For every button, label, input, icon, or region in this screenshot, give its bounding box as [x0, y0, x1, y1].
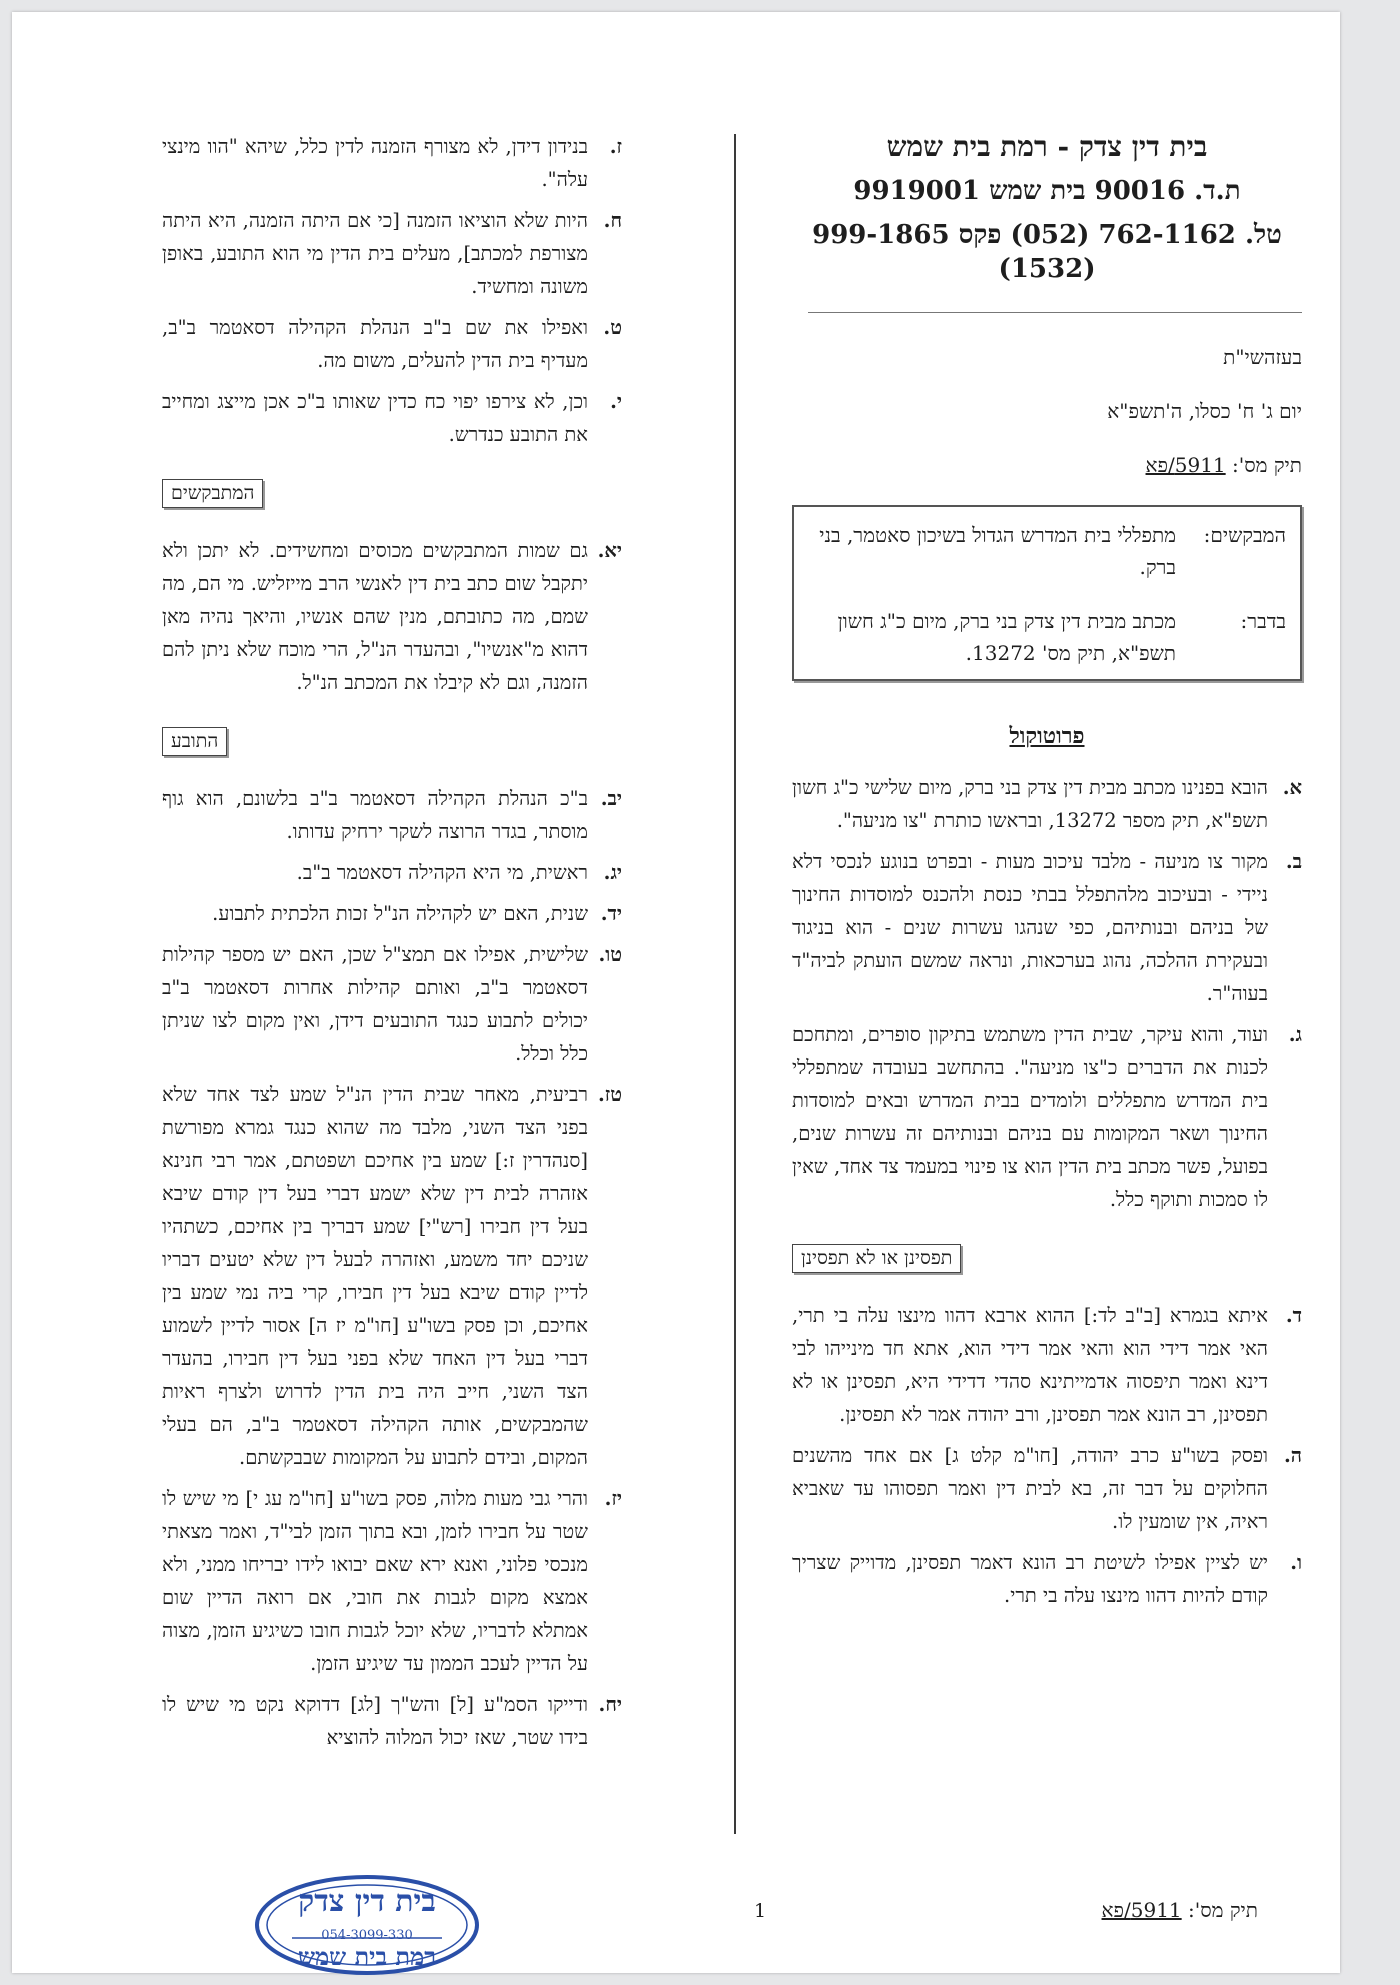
paragraph-number: ז.	[609, 135, 622, 158]
paragraph-number: ט.	[603, 316, 622, 339]
paragraph-text: והרי גבי מעות מלוה, פסק בשו"ע [חו"מ עג י] מי שיש לו שטר על חבירו לזמן, ובא בתוך הזמן לבי"ד, ואמר מצאתי מנכסי פלוני, ואנא ירא שאם יבואו לידו יבריחו ממני, ולא אמצא מקום לגבות את חובי, אם רואה הדיין שום אמתלא לדבריו, שלא יוכל לגבות חובו כשיגיע הזמן, מצוה על הדיין לעכב הממון עד שיגיע הזמן.	[162, 1487, 588, 1675]
paragraph	[162, 311, 622, 377]
document-page	[12, 12, 1340, 1973]
stamp-phone: 054-3099-330	[321, 1928, 413, 1943]
paragraph-text: ודייקו הסמ"ע [ל] והש"ך [לג] דדוקא נקט מי שיש לו בידו שטר, שאז יכול המלוה להוציא	[162, 1693, 588, 1749]
plaintiff-paragraphs	[162, 782, 622, 1754]
paragraph-number: ח.	[603, 209, 622, 232]
regarding-text: מכתב מבית דין צדק בני ברק, מיום כ"ג חשון תשפ"א, תיק מס' 13272.	[837, 609, 1176, 665]
paragraph-text: הובא בפנינו מכתב מבית דין צדק בני ברק, מיום שלישי כ"ג חשון תשפ"א, תיק מספר 13272, ובראשו כותרת "צו מניעה".	[792, 776, 1268, 832]
footer-file-reference	[1102, 1898, 1258, 1923]
paragraph-text: ב"כ הנהלת הקהילה דסאטמר ב"ב בלשונם, הוא גוף מוסתר, בגדר הרוצה לשקר ירחיק עדותו.	[162, 787, 588, 843]
paragraph	[792, 1439, 1302, 1538]
paragraph	[162, 782, 622, 848]
paragraph	[162, 1078, 622, 1474]
regarding-row	[806, 605, 1286, 669]
section-plaintiff	[162, 727, 622, 756]
paragraph-text: בנידון דידן, לא מצורף הזמנה לדין כלל, שיהא "הוו מינצי עלה".	[162, 135, 588, 191]
paragraph	[792, 1018, 1302, 1216]
paragraph	[162, 130, 622, 196]
paragraph-number: טז.	[597, 1083, 622, 1106]
paragraph-number: ה.	[1283, 1444, 1302, 1467]
file-reference	[792, 451, 1302, 479]
paragraph	[792, 771, 1302, 837]
right-column	[792, 130, 1302, 1620]
file-label: תיק מס':	[1232, 453, 1302, 477]
subject-box	[792, 505, 1302, 681]
section-tafsinan	[792, 1244, 1302, 1273]
requesters-paragraphs	[162, 534, 622, 699]
column-divider	[734, 134, 736, 1834]
paragraph-text: היות שלא הוציאו הזמנה [כי אם היתה הזמנה, היא היתה מצורפת למכתב], מעלים בית הדין מי הוא התובע, באופן משונה ומחשיד.	[162, 209, 588, 298]
paragraph-text: וכן, לא צירפו יפוי כח כדין שאותו ב"כ אכן מייצג ומחייב את התובע כנדרש.	[162, 390, 588, 446]
claims-paragraphs	[162, 130, 622, 451]
paragraph-text: שנית, האם יש לקהילה הנ"ל זכות הלכתית לתבוע.	[212, 902, 588, 925]
paragraph-number: יד.	[600, 902, 622, 925]
paragraph-text: רביעית, מאחר שבית הדין הנ"ל שמע לצד אחד שלא בפני הצד השני, מלבד מה שהוא כנגד גמרא מפורשת [סנהדרין ז:] שמע בין אחיכם ושפטתם, אמר רבי חנינא אזהרה לבית דין שלא ישמע דברי בעל דין קודם שיבא בעל דין חבירו [רש"י] שמע דבריך בין אחיכם, כשתהיו שניכם יחד משמע, ואזהרה לבעל דין שלא יטעים דבריו לדיין קודם שיבא בעל דין חבירו, קרי ביה נמי שמע בין אחיכם, וכן פסק בשו"ע [חו"מ יז ה] אסור לדיין לשמוע דברי בעל דין האחד שלא בפני בעל דין חבירו, בהעדר הצד השני, חייב היה בית הדין לדרוש ולצרף ראיות שהמבקשים, אותה הקהילה דסאטמר ב"ב, הם בעלי המקום, ובידם לתבוע על המקומות שבבקשתם.	[162, 1083, 588, 1469]
paragraph-number: יג.	[603, 861, 622, 884]
footer-file-number: 5911/פא	[1101, 1898, 1182, 1922]
court-name: בית דין צדק - רמת בית שמש	[886, 130, 1208, 163]
paragraph	[162, 204, 622, 303]
paragraph-number: טו.	[598, 943, 622, 966]
requesters-label: המבקשים:	[1203, 523, 1286, 547]
paragraph-number: ג.	[1288, 1023, 1302, 1046]
paragraph-text: שלישית, אפילו אם תמצ"ל שכן, האם יש מספר קהילות דסאטמר ב"ב, ואותם קהילות אחרות דסאטמר ב"ב יכולים לתבוע כנגד התובעים דידן, ואין מקום לצו שניתן כלל וכלל.	[162, 943, 588, 1065]
paragraph-text: ועוד, והוא עיקר, שבית הדין משתמש בתיקון סופרים, ומתחכם לכנות את הדברים כ"צו מניעה". בהתחשב בעובדה שמתפללי בית המדרש מתפללים ולומדים בבית המדרש ובאים למוסדות החינוך ושאר המקומות עם בניהם ובנותיהם זה עשרות שנים, בפועל, פשר מכתב בית הדין הוא צו פינוי במעמד צד אחד, שאין לו סמכות ותוקף כלל.	[792, 1023, 1268, 1211]
paragraph-number: ד.	[1285, 1304, 1302, 1327]
paragraph-number: א.	[1282, 776, 1302, 799]
section-plaintiff-label: התובע	[162, 727, 227, 756]
paragraph-text: מקור צו מניעה - מלבד עיכוב מעות - ובפרט בנוגע לנכסי דלא ניידי - ובעיכוב מלהתפלל בבתי כנסת ולהכנס למוסדות החינוך של בניהם ובנותיהם, כפי שנהגו עשרות שנים - הוא בניגוד ובעקירת ההלכה, נהוג בערכאות, ונראה שמשם הועתק לביה"ד בעוה"ר.	[792, 850, 1268, 1005]
paragraph-number: יא.	[597, 539, 622, 562]
paragraph-number: ב.	[1285, 850, 1302, 873]
file-number: 5911/פא	[1145, 453, 1226, 477]
paragraph-number: י.	[610, 390, 622, 413]
paragraph	[792, 845, 1302, 1010]
paragraph-text: ופסק בשו"ע כרב יהודה, [חו"מ קלט ג] אם אחד מהשנים החלוקים על דבר זה, בא לבית דין ואמר תפסוהו עד שאביא ראיה, אין שומעין לו.	[792, 1444, 1268, 1533]
court-stamp	[252, 1870, 482, 1984]
paragraph	[162, 938, 622, 1070]
greeting: בעזהשי"ת	[1223, 345, 1302, 369]
tafsinan-paragraphs	[792, 1299, 1302, 1612]
document-date: יום ג' ח' כסלו, ה'תשפ"א	[1107, 399, 1302, 423]
requesters-text: מתפללי בית המדרש הגדול בשיכון סאטמר, בני ברק.	[819, 523, 1176, 579]
section-requesters-label: המתבקשים	[162, 479, 263, 508]
paragraph-text: גם שמות המתבקשים מכוסים ומחשידים. לא יתכן ולא יתקבל שום כתב בית דין לאנשי הרב מייזליש. מי הם, מה שמם, מה כתובתם, מנין שהם אנשיו, והיאך נהיה מאן דהוא מ"אנשיו", ובהעדר הנ"ל, הרי מוכח שלא ניתן להם הזמנה, וגם לא קיבלו את המכתב הנ"ל.	[162, 539, 588, 694]
footer-file-label: תיק מס':	[1188, 1898, 1258, 1922]
stamp-title: בית דין צדק	[298, 1884, 436, 1919]
paragraph	[792, 1299, 1302, 1431]
header-rule	[808, 312, 1302, 313]
paragraph-text: ראשית, מי היא הקהילה דסאטמר ב"ב.	[296, 861, 588, 884]
paragraph	[162, 856, 622, 889]
paragraph-number: יז.	[604, 1487, 622, 1510]
section-requesters	[162, 479, 622, 508]
paragraph-text: איתא בגמרא [ב"ב לד:] ההוא ארבא דהוו מינצו עלה בי תרי, האי אמר דידי הוא והאי אמר דידי הוא, אתא חד מינייהו לבי דינא ואמר תיפסוה אדמייתינא סהדי דדידי היא, תפסינן או לא תפסינן, רב הונא אמר תפסינן, ורב יהודה אמר לא תפסינן.	[792, 1304, 1268, 1426]
paragraph	[162, 897, 622, 930]
stamp-location: רמת בית שמש	[297, 1942, 437, 1971]
court-address: ת.ד. 90016 בית שמש 9919001	[853, 176, 1241, 206]
paragraph-number: ו.	[1290, 1551, 1302, 1574]
paragraph	[162, 1482, 622, 1680]
paragraph	[162, 385, 622, 451]
protocol-title: פרוטוקול	[1009, 723, 1085, 749]
requesters-row	[806, 519, 1286, 583]
left-column	[162, 130, 622, 1762]
paragraph-text: יש לציין אפילו לשיטת רב הונא דאמר תפסינן, מדוייק שצריך קודם להיות דהוו מינצו עלה בי תרי.	[792, 1551, 1268, 1607]
paragraph-number: יח.	[598, 1693, 622, 1716]
paragraph	[162, 1688, 622, 1754]
paragraph-text: ואפילו את שם ב"ב הנהלת הקהילה דסאטמר ב"ב, מעדיף בית הדין להעלים, משום מה.	[162, 316, 588, 372]
regarding-label: בדבר:	[1240, 609, 1286, 633]
section-tafsinan-label: תפסינן או לא תפסינן	[792, 1244, 961, 1273]
paragraph	[162, 534, 622, 699]
paragraph	[792, 1546, 1302, 1612]
page-number: 1	[754, 1900, 767, 1922]
protocol-paragraphs	[792, 771, 1302, 1216]
paragraph-number: יב.	[600, 787, 622, 810]
court-phone: טל. 762-1162 (052) פקס 999-1865 (1532)	[812, 220, 1282, 284]
